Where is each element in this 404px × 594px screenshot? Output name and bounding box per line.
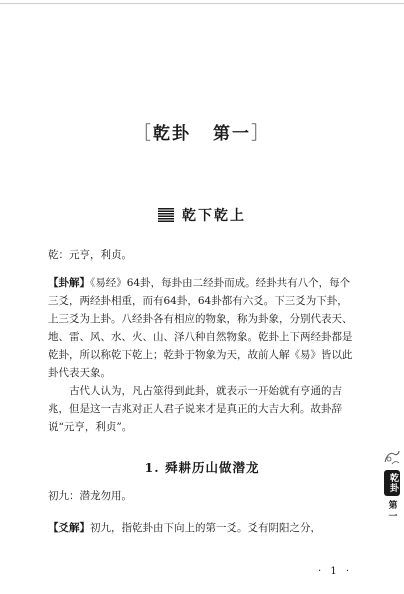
chapter-number: 第一: [213, 124, 251, 144]
side-tab-badge: 乾卦: [384, 470, 400, 496]
explanation-tag: 【卦解】: [48, 277, 90, 289]
explanation-body: 《易经》64卦，每卦由二经卦而成。经卦共有八个，每个三爻，两经卦相重，而有64卦，64卦都有六爻。下三爻为下卦，上三爻为上卦。八经卦各有相应的物象，称为卦象，分别代表天、地、雷、风、水、火、山、泽八种自然物象。乾卦上下两经卦都是乾卦，所以称乾下乾上；乾卦于物象为天，故前人解《易》皆以此卦代表天象。: [48, 277, 353, 379]
chapter-name: 乾卦: [153, 124, 191, 144]
page-number: · 1 ·: [318, 566, 353, 577]
chapter-title: ［乾卦 第一］: [133, 123, 271, 144]
hexagram-qian-icon: [158, 208, 174, 226]
hexagram-title: 乾下乾上: [182, 208, 246, 224]
decorative-ornament-icon: [382, 448, 402, 468]
section-title: 1. 舜耕历山做潜龙: [144, 460, 260, 475]
hexagram-explanation: [48, 274, 356, 436]
yao-text: 初九：潜龙勿用。: [48, 490, 132, 502]
oracle-text: 乾：元亨，利贞。: [48, 249, 132, 261]
side-tab-chapter: 第一: [386, 500, 397, 522]
yao-explanation-tag: 【爻解】: [48, 522, 90, 534]
yao-explanation-body: 初九，指乾卦由下向上的第一爻。爻有阴阳之分，: [90, 522, 321, 534]
explanation-paragraph-2: 古代人认为，凡占筮得到此卦，就表示一开始就有亨通的吉兆，但是这一吉兆对正人君子说来才是真正的大吉大利。故卦辞说“元亨，利贞”。: [48, 385, 342, 433]
yao-explanation: [48, 519, 356, 537]
side-tab: [382, 448, 402, 522]
top-border: [0, 3, 404, 4]
hexagram-heading: [0, 205, 404, 226]
